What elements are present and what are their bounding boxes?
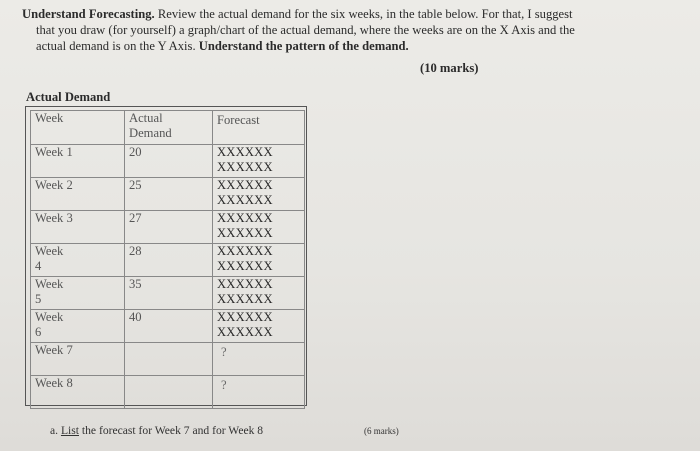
forecast-cell: ? [213, 376, 305, 409]
table-row [31, 244, 305, 277]
header-actual-demand: Actual Demand [125, 111, 213, 145]
section-heading: Understand Forecasting. [22, 7, 155, 21]
table-header-row [31, 111, 305, 145]
instructions-line-1: Review the actual demand for the six weeks, in the table below. For that, I suggest [157, 7, 573, 21]
header-week: Week [31, 111, 125, 145]
forecast-cell: XXXXXX XXXXXX [213, 211, 305, 244]
table-row [31, 310, 305, 343]
week-cell: Week 6 [31, 310, 125, 343]
demand-table [30, 110, 305, 409]
week-cell: Week 5 [31, 277, 125, 310]
forecast-cell: ? [213, 343, 305, 376]
forecast-cell: XXXXXX XXXXXX [213, 244, 305, 277]
question-a-verb: List [60, 424, 79, 437]
week-cell: Week 1 [31, 145, 125, 178]
instructions-paragraph [22, 6, 672, 54]
actual-cell: 27 [125, 211, 213, 244]
week-cell: Week 7 [31, 343, 125, 376]
table-row [31, 376, 305, 409]
forecast-cell: XXXXXX XXXXXX [213, 310, 305, 343]
forecast-cell: XXXXXX XXXXXX [213, 277, 305, 310]
instructions-line-3: actual demand is on the Y Axis. [36, 39, 196, 53]
question-a-prefix: a. [50, 424, 59, 437]
actual-cell: 35 [125, 277, 213, 310]
instructions-emphasis: Understand the pattern of the demand. [198, 39, 409, 53]
header-forecast: Forecast [213, 111, 305, 145]
actual-cell [125, 343, 213, 376]
marks-total: (10 marks) [420, 61, 479, 75]
table-row [31, 277, 305, 310]
actual-cell: 20 [125, 145, 213, 178]
question-a [50, 424, 263, 437]
actual-cell: 25 [125, 178, 213, 211]
forecast-cell: XXXXXX XXXXXX [213, 145, 305, 178]
table-row [31, 145, 305, 178]
table-row [31, 178, 305, 211]
week-cell: Week 8 [31, 376, 125, 409]
actual-cell: 40 [125, 310, 213, 343]
table-row [31, 211, 305, 244]
question-a-marks: (6 marks) [364, 426, 399, 436]
question-a-text: the forecast for Week 7 and for Week 8 [81, 424, 264, 437]
actual-cell: 28 [125, 244, 213, 277]
instructions-line-2: that you draw (for yourself) a graph/chart of the actual demand, where the weeks are on the X Axis and the [36, 23, 575, 37]
table-row [31, 343, 305, 376]
actual-cell [125, 376, 213, 409]
forecast-cell: XXXXXX XXXXXX [213, 178, 305, 211]
table-title: Actual Demand [26, 90, 111, 104]
week-cell: Week 4 [31, 244, 125, 277]
week-cell: Week 2 [31, 178, 125, 211]
week-cell: Week 3 [31, 211, 125, 244]
